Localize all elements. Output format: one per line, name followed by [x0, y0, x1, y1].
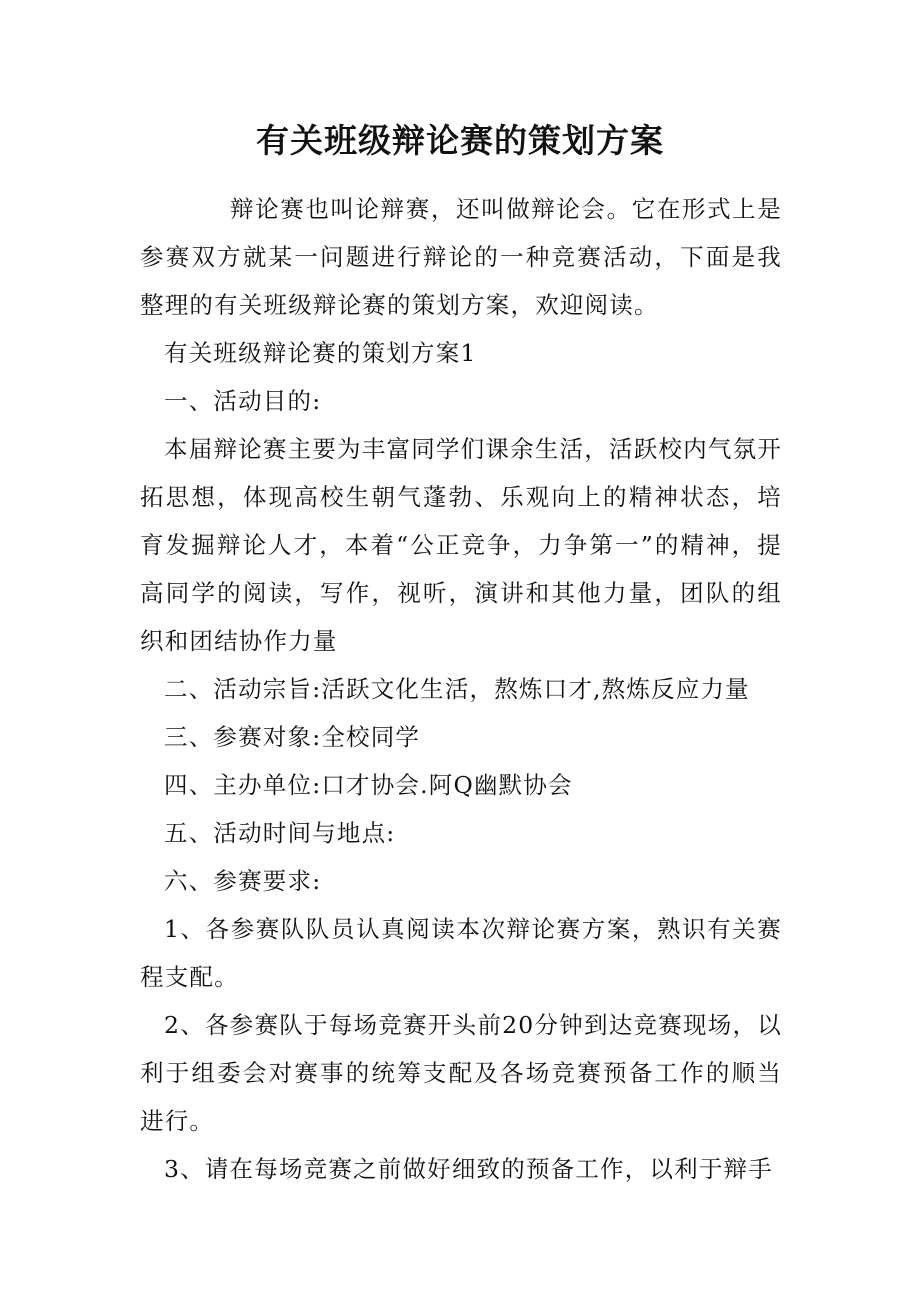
heading-activity-purpose: 一、活动目的: — [164, 387, 322, 415]
requirement-item-2: 2、各参赛队于每场竞赛开头前20分钟到达竞赛现场，以利于组委会对赛事的统筹支配及各场竞赛预备工作的顺当进行。 — [140, 1011, 782, 1135]
requirement-item-3: 3、请在每场竞赛之前做好细致的预备工作，以利于辩手 — [164, 1155, 773, 1183]
heading-requirements: 六、参赛要求: — [164, 867, 322, 895]
intro-paragraph: 辩论赛也叫论辩赛，还叫做辩论会。它在形式上是参赛双方就某一问题进行辩论的一种竞赛活动，下面是我整理的有关班级辩论赛的策划方案，欢迎阅读。 — [140, 195, 782, 319]
paragraph-time-place: 五、活动时间与地点: — [164, 819, 396, 847]
section-heading-plan-1: 有关班级辩论赛的策划方案1 — [164, 339, 477, 367]
document-body — [140, 185, 782, 1193]
paragraph-activity-aim: 二、活动宗旨:活跃文化生活，熬炼口才,熬炼反应力量 — [164, 675, 750, 703]
requirement-item-1: 1、各参赛队队员认真阅读本次辩论赛方案，熟识有关赛程支配。 — [140, 915, 782, 991]
page-title: 有关班级辩论赛的策划方案 — [256, 121, 664, 160]
paragraph-participants: 三、参赛对象:全校同学 — [164, 723, 421, 751]
paragraph-organizers: 四、主办单位:口才协会.阿Q幽默协会 — [164, 771, 573, 799]
paragraph-activity-purpose: 本届辩论赛主要为丰富同学们课余生活，活跃校内气氛开拓思想，体现高校生朝气蓬勃、乐观向上的精神状态，培育发掘辩论人才，本着“公正竞争，力争第一”的精神，提高同学的阅读，写作，视听，演讲和其他力量，团队的组织和团结协作力量 — [140, 435, 782, 655]
